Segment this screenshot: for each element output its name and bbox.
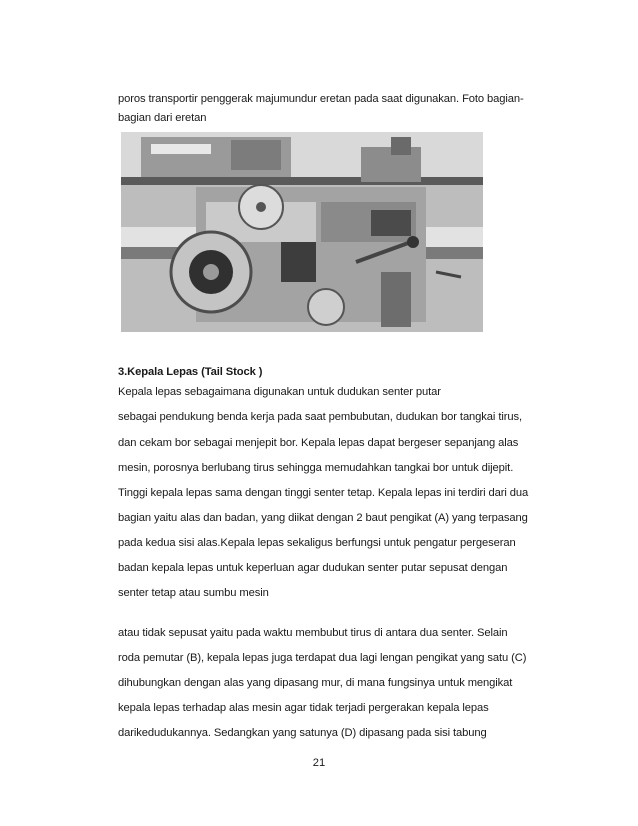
section-line-1: Kepala lepas sebagaimana digunakan untuk dudukan senter putar (118, 386, 441, 398)
paragraph-3-line-5: darikedudukannya. Sedangkan yang satunya (D) dipasang pada sisi tabung (118, 727, 487, 739)
page-number: 21 (312, 757, 326, 769)
paragraph-3-line-3: dihubungkan dengan alas yang dipasang mur, di mana fungsinya untuk mengikat (118, 677, 513, 689)
section-line-8: badan kepala lepas untuk keperluan agar dudukan senter putar sepusat dengan (118, 562, 508, 574)
paragraph-3-line-2: roda pemutar (B), kepala lepas juga terdapat dua lagi lengan pengikat yang satu (C) (118, 652, 527, 664)
paragraph-3-line-4: kepala lepas terhadap alas mesin agar tidak terjadi pergerakan kepala lepas (118, 702, 489, 714)
paragraph-1-line-1: poros transportir penggerak majumundur eretan pada saat digunakan. Foto bagian- (118, 93, 524, 105)
paragraph-3-line-1: atau tidak sepusat yaitu pada waktu membubut tirus di antara dua senter. Selain (118, 627, 508, 639)
section-line-3: dan cekam bor sebagai menjepit bor. Kepala lepas dapat bergeser sepanjang alas (118, 437, 519, 449)
section-heading: 3.Kepala Lepas (Tail Stock ) (118, 366, 263, 378)
section-line-2: sebagai pendukung benda kerja pada saat pembubutan, dudukan bor tangkai tirus, (118, 411, 522, 423)
section-line-9: senter tetap atau sumbu mesin (118, 587, 269, 599)
section-line-7: pada kedua sisi alas.Kepala lepas sekaligus berfungsi untuk pengatur pergeseran (118, 537, 516, 549)
lathe-carriage-photo (121, 132, 483, 332)
section-line-5: Tinggi kepala lepas sama dengan tinggi senter tetap. Kepala lepas ini terdiri dari dua (118, 487, 529, 499)
section-line-6: bagian yaitu alas dan badan, yang diikat dengan 2 baut pengikat (A) yang terpasang (118, 512, 528, 524)
section-line-4: mesin, porosnya berlubang tirus sehingga memudahkan tangkai bor untuk dijepit. (118, 462, 514, 474)
paragraph-1-line-2: bagian dari eretan (118, 112, 207, 124)
